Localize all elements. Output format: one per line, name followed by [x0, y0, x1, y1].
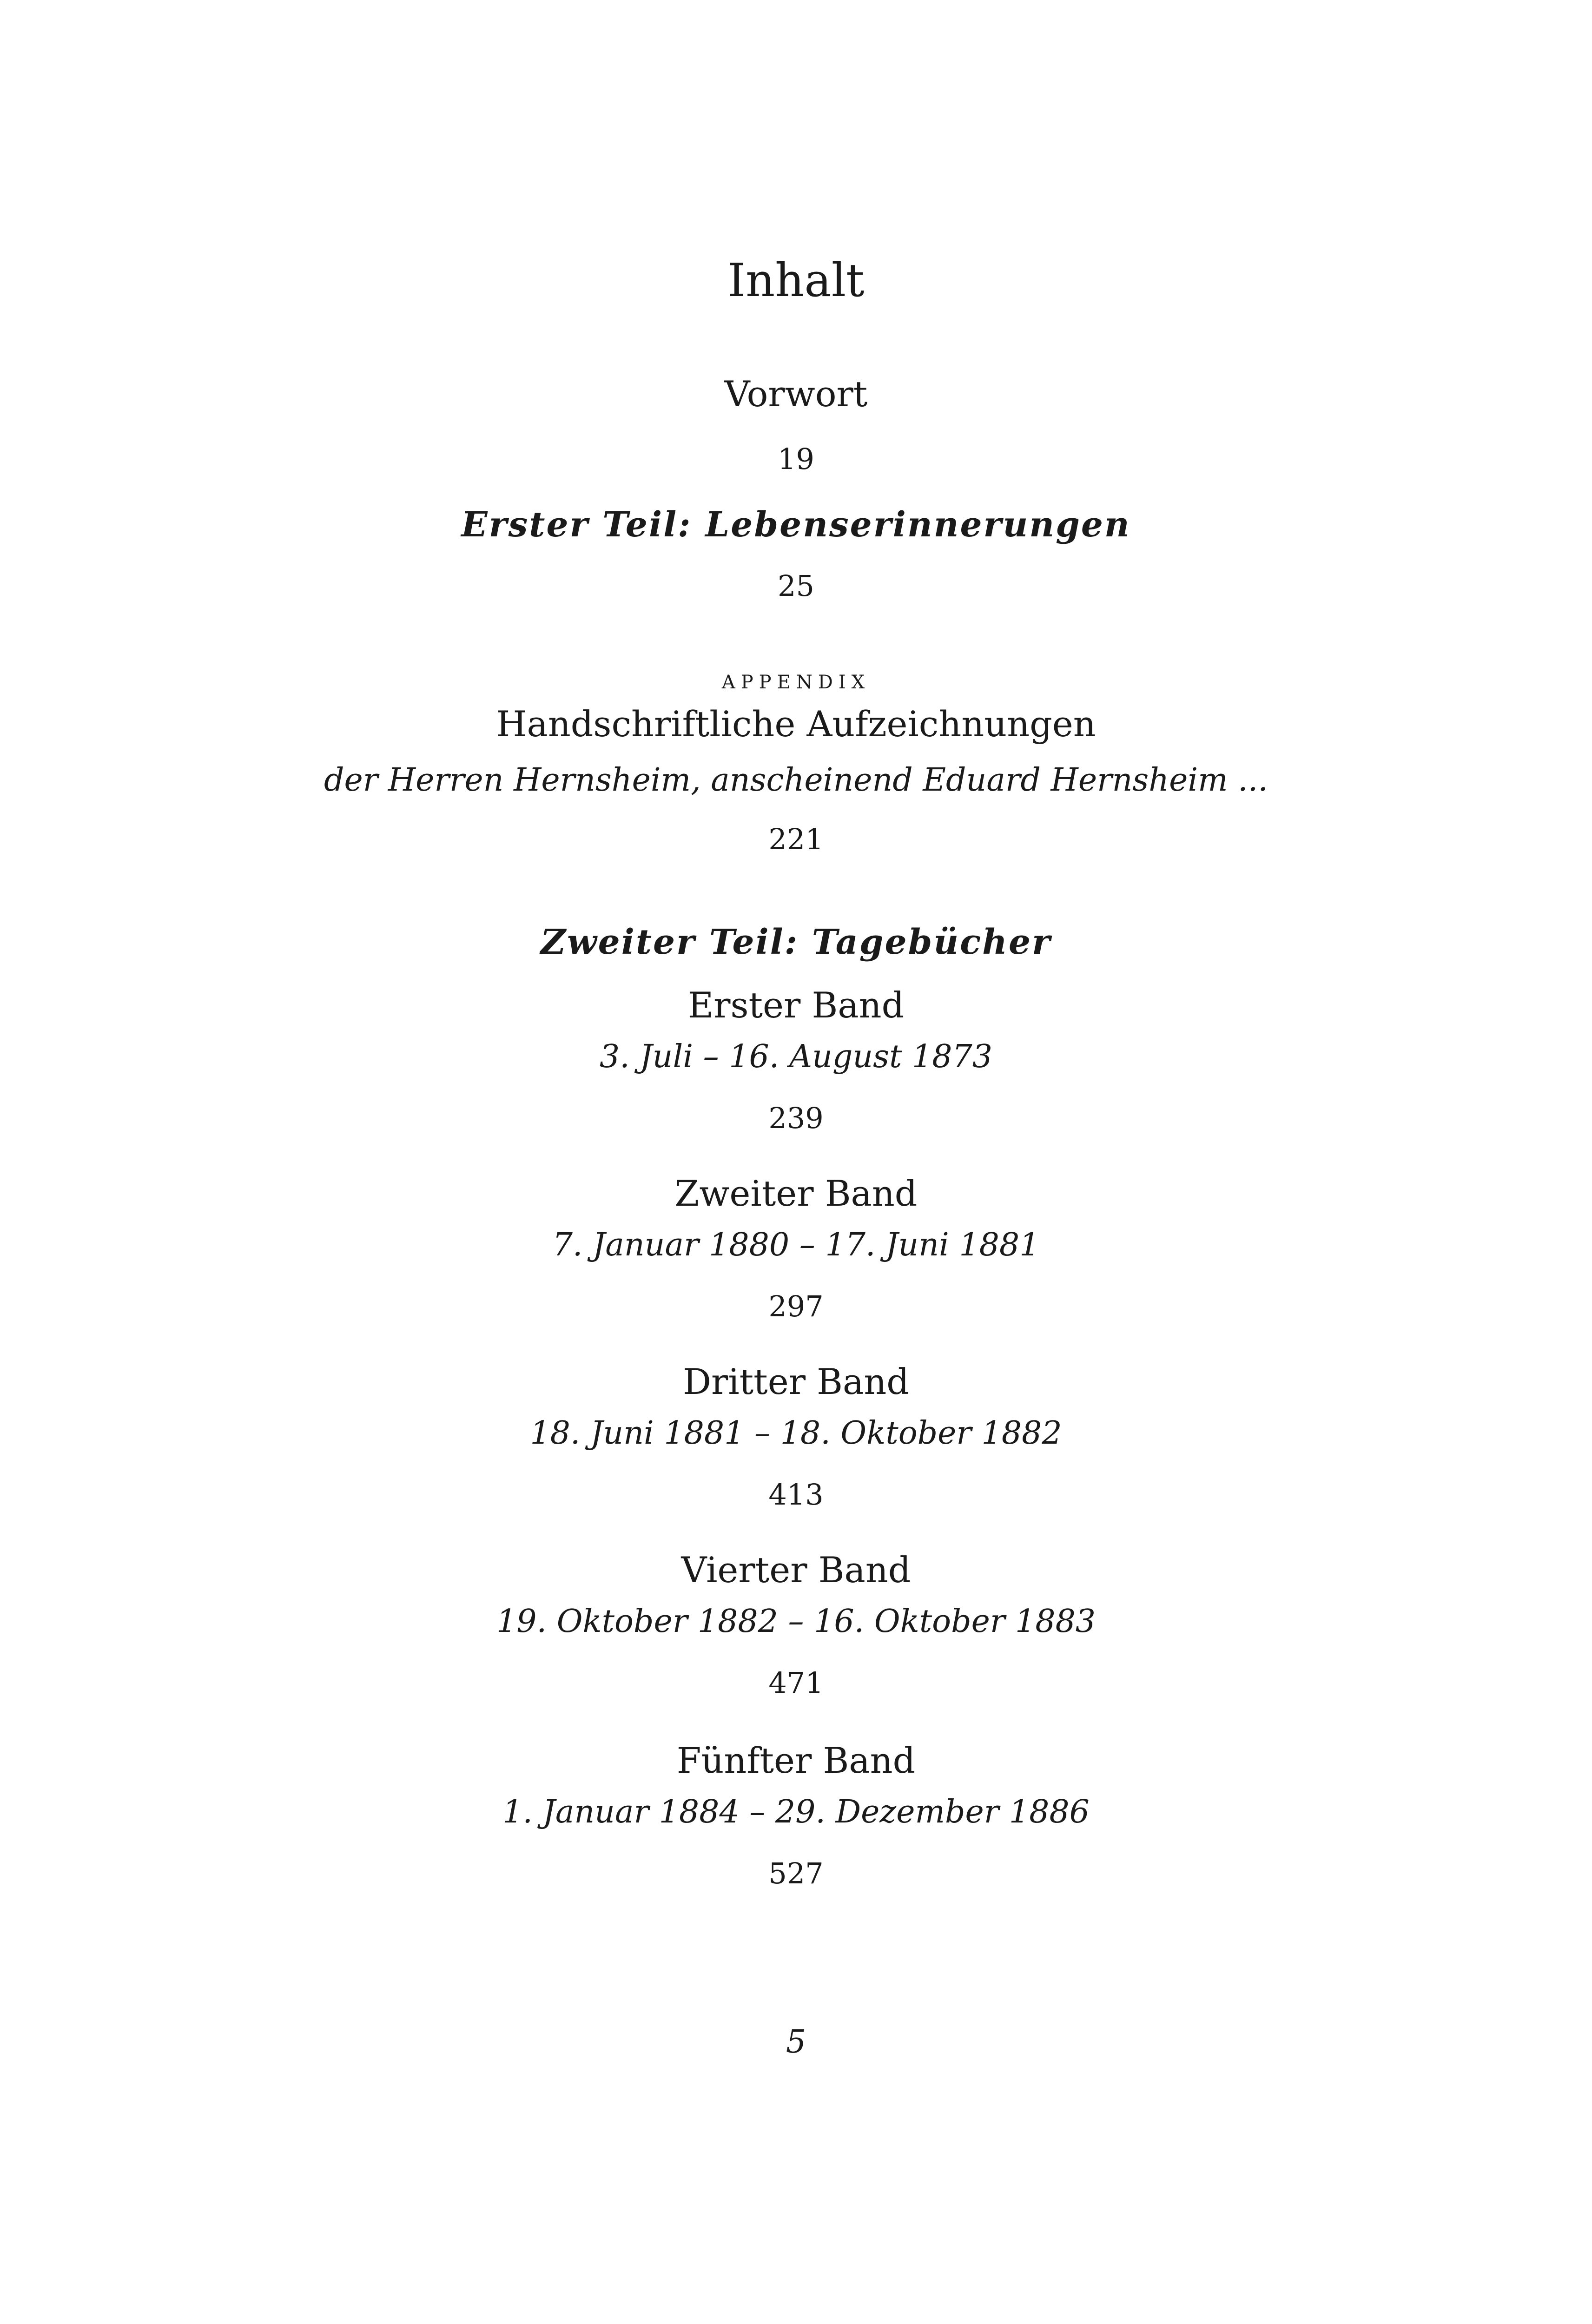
page-number-band-2: 297	[768, 1289, 824, 1323]
toc-part-heading-2[interactable]: Zweiter Teil: Tagebücher	[540, 922, 1052, 962]
appendix-subtitle: der Herren Hernsheim, anscheinend Eduard Hernsheim ...	[324, 762, 1268, 799]
page-title: Inhalt	[727, 254, 865, 307]
page-number-band-1: 239	[768, 1101, 824, 1135]
page-number-appendix: 221	[768, 822, 824, 856]
toc-entry-band-5[interactable]: Fünfter Band	[676, 1740, 916, 1781]
toc-entry-appendix[interactable]: Handschriftliche Aufzeichnungen	[496, 703, 1096, 745]
appendix-label: APPENDIX	[721, 672, 871, 693]
page-number-band-4: 471	[768, 1666, 824, 1700]
toc-entry-band-1[interactable]: Erster Band	[687, 984, 905, 1026]
toc-part-heading-1[interactable]: Erster Teil: Lebenserinnerungen	[461, 505, 1131, 545]
band-4-dates: 19. Oktober 1882 – 16. Oktober 1883	[496, 1603, 1096, 1640]
band-1-dates: 3. Juli – 16. August 1873	[599, 1038, 993, 1075]
band-5-dates: 1. Januar 1884 – 29. Dezember 1886	[502, 1794, 1090, 1830]
page-number-vorwort: 19	[778, 442, 814, 476]
toc-entry-band-3[interactable]: Dritter Band	[683, 1361, 909, 1402]
band-3-dates: 18. Juni 1881 – 18. Oktober 1882	[530, 1415, 1062, 1452]
toc-entry-vorwort[interactable]: Vorwort	[724, 373, 868, 415]
page-number-band-5: 527	[768, 1856, 824, 1890]
toc-entry-band-4[interactable]: Vierter Band	[681, 1549, 911, 1591]
page-folio: 5	[786, 2024, 806, 2060]
page-number-part1: 25	[778, 569, 814, 603]
page-number-band-3: 413	[768, 1478, 824, 1512]
toc-entry-band-2[interactable]: Zweiter Band	[674, 1173, 918, 1214]
band-2-dates: 7. Januar 1880 – 17. Juni 1881	[552, 1227, 1040, 1263]
